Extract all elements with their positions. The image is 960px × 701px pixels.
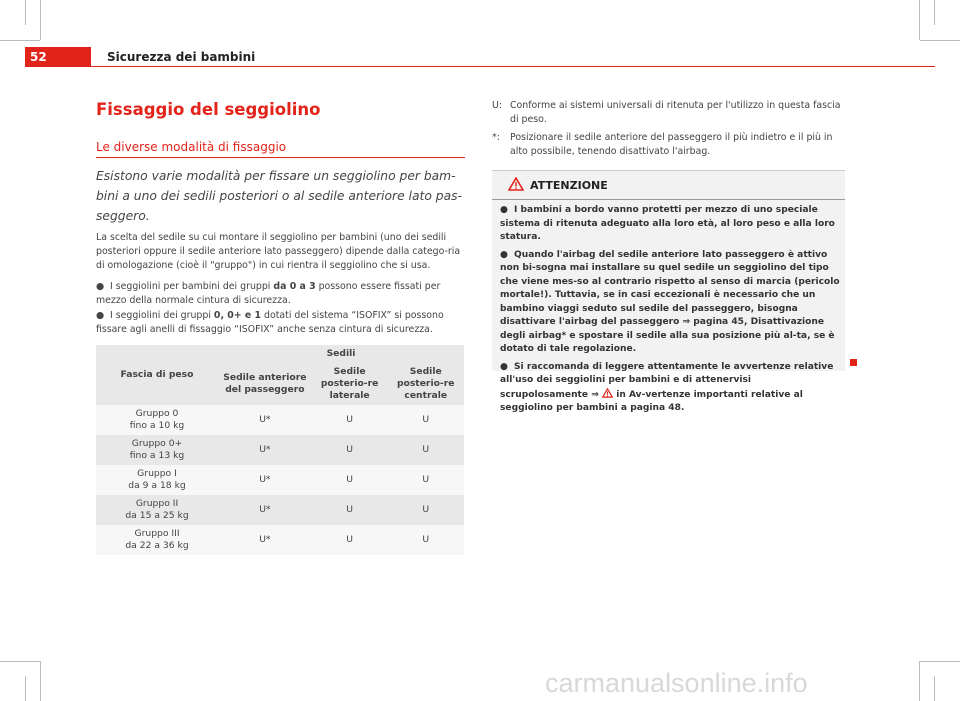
warning-body xyxy=(500,204,842,420)
crop-mark xyxy=(0,661,40,662)
bullet-icon: ● xyxy=(96,281,105,292)
crop-mark xyxy=(919,0,920,40)
table-row xyxy=(96,495,464,525)
compatibility-cell: U* xyxy=(218,495,312,525)
table-row xyxy=(96,405,464,435)
crop-mark xyxy=(934,676,935,701)
compatibility-cell: U* xyxy=(218,405,312,435)
column-header: Sedile posterio-re centrale xyxy=(387,363,464,405)
compatibility-cell: U xyxy=(387,405,464,435)
weight-class-cell: Gruppo 0+ fino a 13 kg xyxy=(96,435,218,465)
section-subtitle: Le diverse modalità di fissaggio xyxy=(96,140,287,154)
section-end-marker xyxy=(850,359,857,366)
warning-header xyxy=(492,171,845,200)
warning-item: ● Quando l'airbag del sedile anteriore lato passeggero è attivo non bi-sogna mai installare su quel sedile un seggiolino del tipo che viene mes-so al contrario rispetto al senso di marcia (pericolo mortale!). Tuttavia, se in casi eccezionali è necessario che un bambino viaggi seduto sul sedile del passeggero, bisogna disattivare l'airbag del passeggero ⇒ pagina 45, Disattivazione degli airbag* e spostare il sedile alla sua posizione più al-ta, se è dotato di tale regolazione. xyxy=(500,249,840,354)
warning-item: ● I bambini a bordo vanno protetti per mezzo di uno speciale sistema di ritenuta adeguato alla loro età, al loro peso e alla loro statura. xyxy=(500,205,835,242)
chapter-title: Sicurezza dei bambini xyxy=(107,50,256,64)
corner-header: Fascia di peso xyxy=(96,345,218,405)
bullet-item: ● I seggiolini per bambini dei gruppi da 0 a 3 possono essere fissati per mezzo della normale cintura di sicurezza. xyxy=(96,281,441,306)
weight-class-cell: Gruppo I da 9 a 18 kg xyxy=(96,465,218,495)
definition-item: *: Posizionare il sedile anteriore del passeggero il più indietro e il più in alto possibile, tenendo disattivato l'airbag. xyxy=(492,132,833,157)
crop-mark xyxy=(25,676,26,701)
warning-triangle-icon xyxy=(602,388,613,398)
table-row xyxy=(96,435,464,465)
compatibility-cell: U xyxy=(312,435,388,465)
bullet-icon: ● xyxy=(96,310,105,321)
compatibility-cell: U* xyxy=(218,435,312,465)
crop-mark xyxy=(920,40,960,41)
lead-paragraph: Esistono varie modalità per fissare un seggiolino per bam-bini a uno dei sedili posteriori o al sedile anteriore lato pas-seggero. xyxy=(96,169,462,223)
crop-mark xyxy=(40,661,41,701)
watermark: carmanualsonline.info xyxy=(545,668,808,698)
bullet-icon: ● xyxy=(500,361,508,372)
compatibility-cell: U xyxy=(312,525,388,555)
column-header: Sedile anteriore del passeggero xyxy=(218,363,312,405)
warning-triangle-icon xyxy=(508,177,524,191)
page-number: 52 xyxy=(30,50,47,64)
subtitle-divider xyxy=(96,157,465,158)
crop-mark xyxy=(920,661,960,662)
compatibility-cell: U* xyxy=(218,525,312,555)
crop-mark xyxy=(919,661,920,701)
table-row xyxy=(96,525,464,555)
crop-mark xyxy=(25,0,26,25)
definition-item: U: Conforme ai sistemi universali di ritenuta per l'utilizzo in questa fascia di peso. xyxy=(492,100,841,125)
warning-box xyxy=(492,170,845,413)
bullet-icon: ● xyxy=(500,249,508,260)
compatibility-cell: U xyxy=(387,495,464,525)
weight-class-cell: Gruppo II da 15 a 25 kg xyxy=(96,495,218,525)
crop-mark xyxy=(40,0,41,40)
crop-mark xyxy=(0,40,40,41)
bullet-item: ● I seggiolini dei gruppi 0, 0+ e 1 dotati del sistema “ISOFIX” si possono fissare agli anelli di fissaggio “ISOFIX” anche senza cintura di sicurezza. xyxy=(96,310,444,335)
weight-class-cell: Gruppo III da 22 a 36 kg xyxy=(96,525,218,555)
warning-item: ● Si raccomanda di leggere attentamente le avvertenze relative all'uso dei seggiolini per bambini e di attenervisi scrupolosamente ⇒ in Av-vertenze importanti relative al seggiolino per bambini a pagina 48. xyxy=(500,361,834,413)
compatibility-cell: U xyxy=(387,525,464,555)
compatibility-cell: U xyxy=(312,405,388,435)
definitions-list xyxy=(492,99,842,163)
weight-class-cell: Gruppo 0 fino a 10 kg xyxy=(96,405,218,435)
crop-mark xyxy=(934,0,935,25)
warning-title: ATTENZIONE xyxy=(530,179,608,192)
bullet-icon: ● xyxy=(500,205,508,215)
compatibility-cell: U xyxy=(312,465,388,495)
compatibility-cell: U xyxy=(312,495,388,525)
intro-paragraph: La scelta del sedile su cui montare il seggiolino per bambini (uno dei sedili posteriori oppure il sedile anteriore lato passeggero) dipende dalla catego-ria di omologazione (cioè il "gruppo") in cui rientra il seggiolino che si usa. xyxy=(96,232,461,271)
table-row xyxy=(96,465,464,495)
section-title: Fissaggio del seggiolino xyxy=(96,100,321,119)
seat-compatibility-table xyxy=(96,345,464,555)
compatibility-cell: U xyxy=(387,465,464,495)
column-header: Sedile posterio-re laterale xyxy=(312,363,388,405)
compatibility-cell: U* xyxy=(218,465,312,495)
compatibility-cell: U xyxy=(387,435,464,465)
seats-group-header: Sedili xyxy=(218,345,464,363)
header-divider xyxy=(91,66,935,67)
